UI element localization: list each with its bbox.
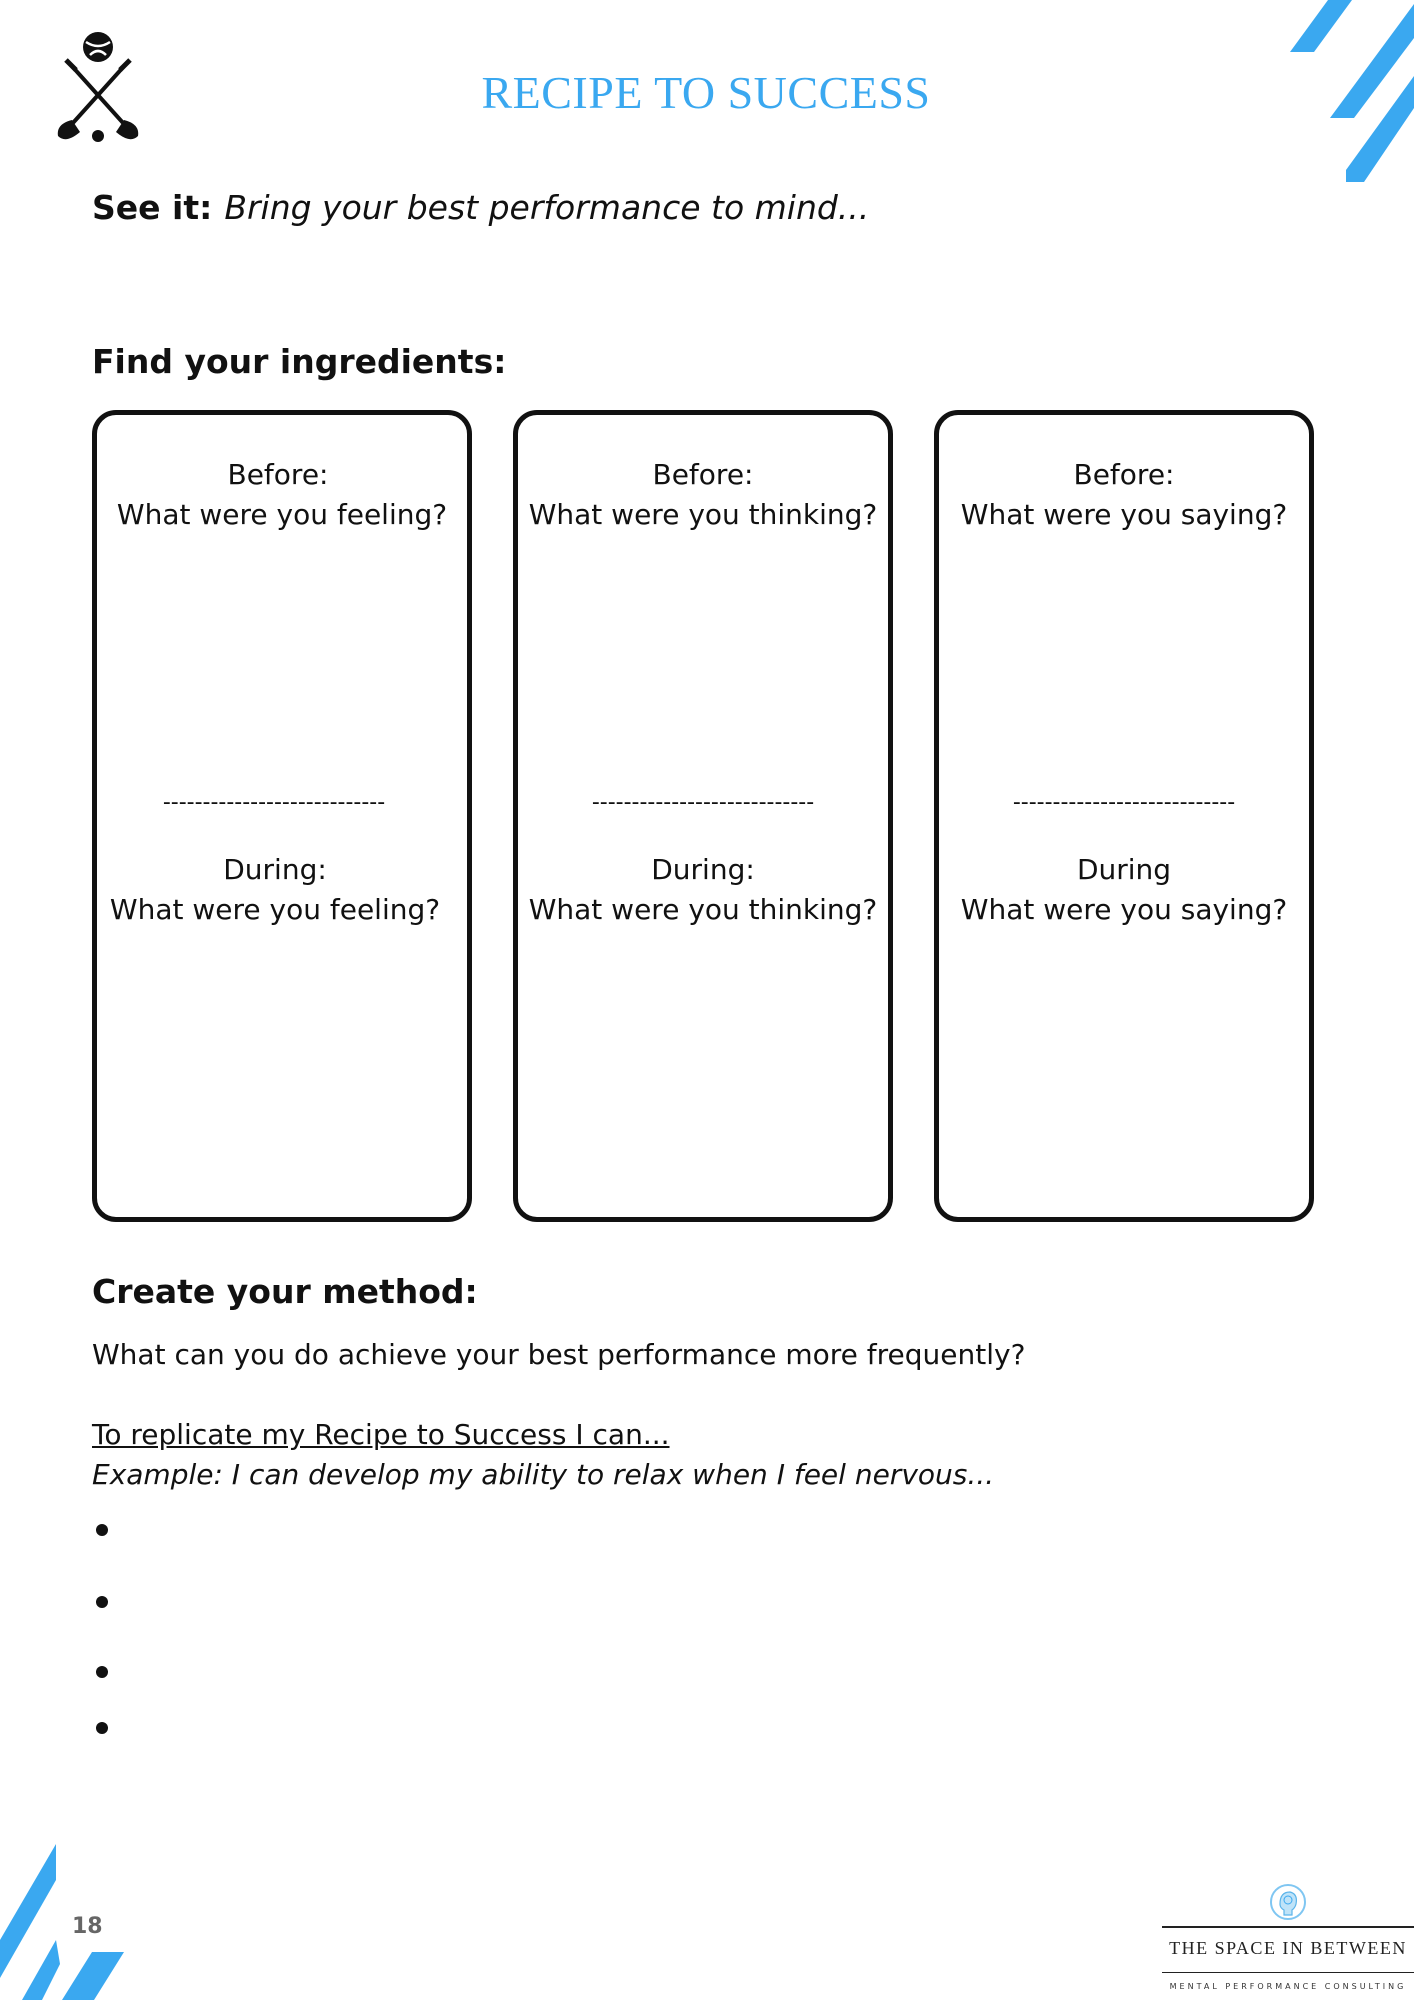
before-question: What were you thinking? — [528, 498, 878, 531]
ingredients-heading: Find your ingredients: — [92, 342, 507, 381]
bullet-2[interactable] — [96, 1596, 108, 1608]
brain-head-icon — [1268, 1882, 1308, 1922]
bullet-3[interactable] — [96, 1666, 108, 1678]
before-label: Before: — [652, 458, 754, 491]
brand-rule-bottom — [1162, 1972, 1414, 1973]
method-example: Example: I can develop my ability to relax when I feel nervous... — [92, 1458, 995, 1491]
bullet-4[interactable] — [96, 1722, 108, 1734]
box-divider: ---------------------------- — [162, 790, 386, 815]
bottom-left-stripes — [0, 1840, 130, 2000]
bullet-1[interactable] — [96, 1524, 108, 1536]
before-label: Before: — [1073, 458, 1175, 491]
before-label: Before: — [227, 458, 329, 491]
see-it-line — [92, 188, 869, 227]
brand-tagline: MENTAL PERFORMANCE CONSULTING — [1169, 1982, 1407, 1991]
ingredient-box-thinking[interactable] — [513, 410, 893, 1222]
brand-name: THE SPACE IN BETWEEN — [1169, 1938, 1407, 1958]
page-title: RECIPE TO SUCCESS — [481, 67, 931, 118]
during-question: What were you feeling? — [109, 893, 441, 926]
box-divider: ---------------------------- — [1012, 790, 1236, 815]
before-question: What were you feeling? — [116, 498, 448, 531]
method-prompt: To replicate my Recipe to Success I can... — [92, 1418, 670, 1451]
page-number: 18 — [72, 1914, 103, 1939]
method-heading: Create your method: — [92, 1272, 478, 1311]
during-label: During: — [651, 853, 755, 886]
box-divider: ---------------------------- — [591, 790, 815, 815]
during-question: What were you thinking? — [528, 893, 878, 926]
see-it-text: Bring your best performance to mind... — [224, 188, 870, 227]
brand-rule-top — [1162, 1926, 1414, 1928]
during-label: During: — [223, 853, 327, 886]
see-it-label: See it: — [92, 188, 213, 227]
ingredient-box-feeling[interactable] — [92, 410, 472, 1222]
method-question: What can you do achieve your best performance more frequently? — [92, 1338, 1026, 1371]
before-question: What were you saying? — [960, 498, 1288, 531]
during-label: During — [1076, 853, 1172, 886]
during-question: What were you saying? — [960, 893, 1288, 926]
ingredient-box-saying[interactable] — [934, 410, 1314, 1222]
